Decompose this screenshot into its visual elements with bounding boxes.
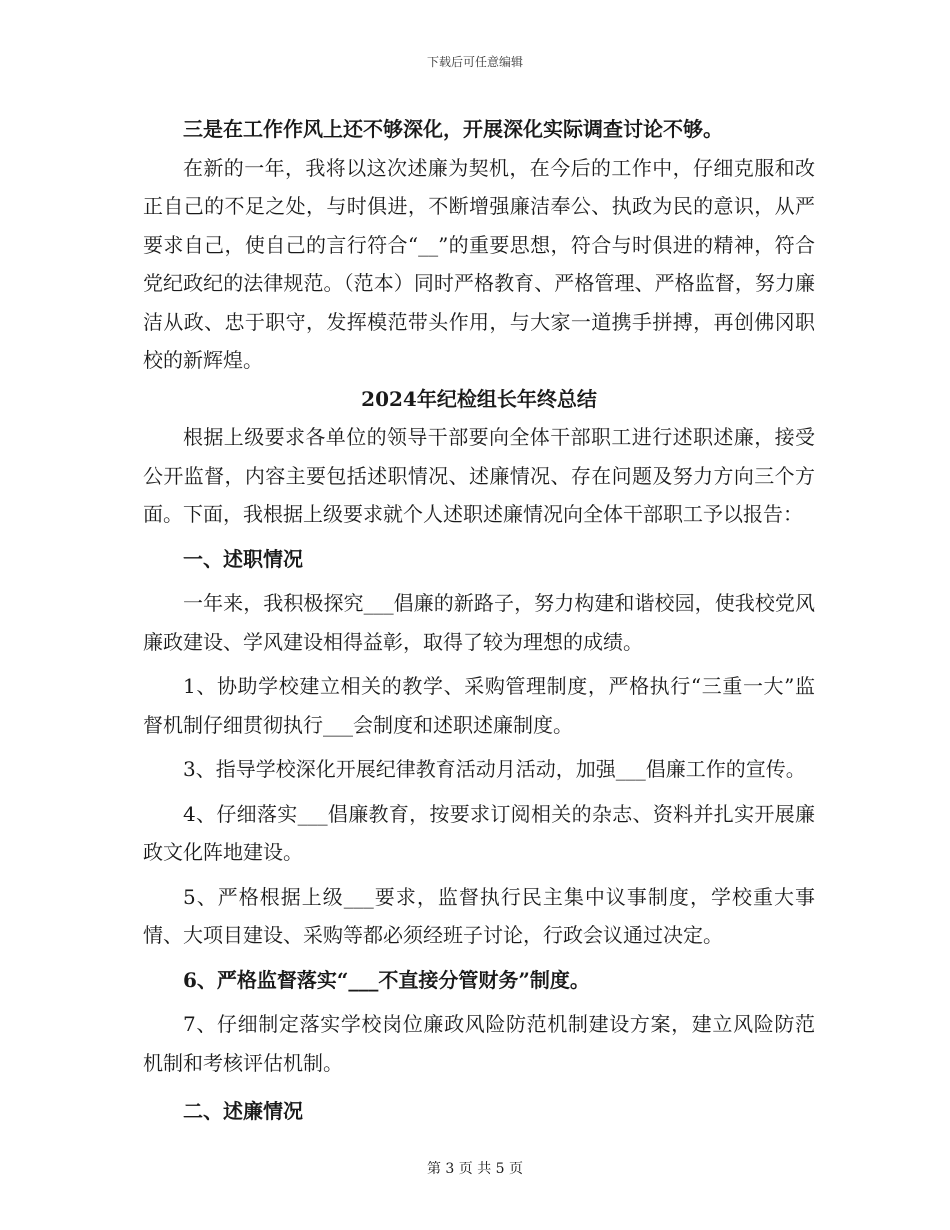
document-title: 2024年纪检组长年终总结: [361, 386, 597, 411]
list-item-3: 3、指导学校深化开展纪律教育活动月活动，加强___倡廉工作的宣传。: [183, 757, 806, 781]
paragraph-new-year: 在新的一年，我将以这次述廉为契机，在今后的工作中，仔细克服和改正自己的不足之处，与时俱进，不断增强廉洁奉公、执政为民的意识，从严要求自己，使自己的言行符合“__”的重要思想，符合与时俱进的精神，符合党纪政纪的法律规范。（范本）同时严格教育、严格管理、严格监督，努力廉洁从政、忠于职守，发挥模范带头作用，与大家一道携手拼搏，再创佛冈职校的新辉煌。: [143, 155, 815, 372]
paragraph-intro: 根据上级要求各单位的领导干部要向全体干部职工进行述职述廉，接受公开监督，内容主要包括述职情况、述廉情况、存在问题及努力方向三个方面。下面，我根据上级要求就个人述职述廉情况向全体干部职工予以报告：: [143, 425, 815, 526]
list-item-7: 7、仔细制定落实学校岗位廉政风险防范机制建设方案，建立风险防范机制和考核评估机制。: [143, 1012, 815, 1075]
paragraph-year-summary: 一年来，我积极探究___倡廉的新路子，努力构建和谐校园，使我校党风廉政建设、学风建设相得益彰，取得了较为理想的成绩。: [143, 591, 815, 654]
section-heading-integrity: 二、述廉情况: [183, 1099, 303, 1123]
section-heading-duty: 一、述职情况: [183, 546, 303, 571]
page-header: 下载后可任意编辑: [426, 55, 523, 69]
list-item-4: 4、仔细落实___倡廉教育，按要求订阅相关的杂志、资料并扎实开展廉政文化阵地建设。: [143, 801, 815, 864]
page-number: 第 3 页 共 5 页: [426, 1161, 524, 1177]
paragraph-work-style: 三是在工作作风上还不够深化，开展深化实际调查讨论不够。: [183, 117, 723, 141]
list-item-5: 5、严格根据上级___要求，监督执行民主集中议事制度，学校重大事情、大项目建设、采购等都必须经班子讨论，行政会议通过决定。: [143, 884, 815, 947]
document-body: [143, 110, 815, 1131]
list-item-1: 1、协助学校建立相关的教学、采购管理制度，严格执行“三重一大”监督机制仔细贯彻执行___会制度和述职述廉制度。: [143, 674, 815, 737]
list-item-6: 6、严格监督落实“___不直接分管财务”制度。: [183, 967, 590, 992]
